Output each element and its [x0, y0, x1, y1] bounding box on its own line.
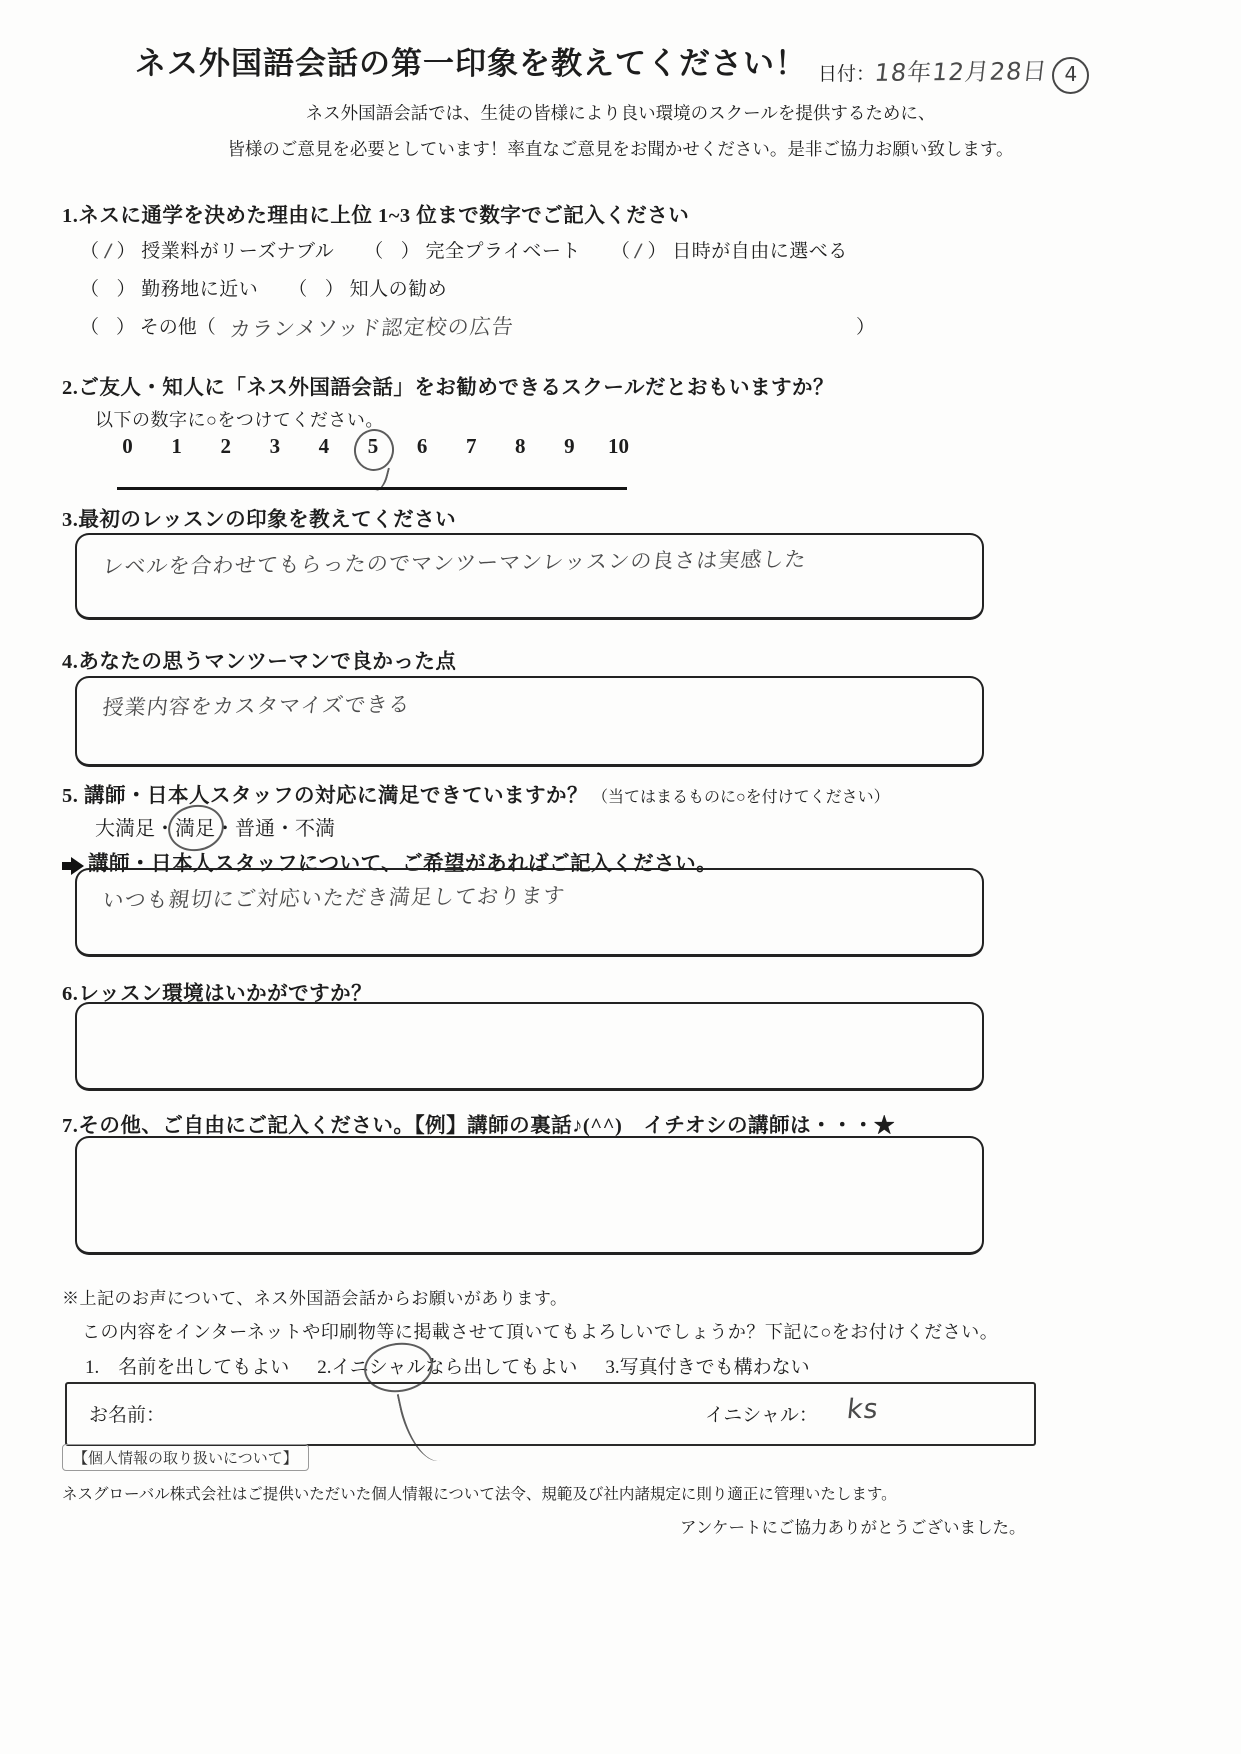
q2-subtitle: 以下の数字に○をつけてください。	[95, 410, 384, 430]
scale-value-5-selected: 5	[348, 434, 397, 459]
q1-option-near-work: （ ） 勤務地に近い	[80, 279, 259, 300]
scale-value-9: 9	[564, 434, 575, 458]
footer-option-initial-ok: 2.イニシャルなら出してもよい	[317, 1352, 577, 1379]
q5-choice-unsatisfied: 不満	[295, 818, 335, 840]
page-title: ネス外国語会話の第一印象を教えてください！	[135, 46, 807, 81]
q1-other-close-paren: ）	[855, 317, 875, 338]
scale-value-6: 6	[416, 434, 428, 458]
q5-choice-normal: 普通	[235, 818, 275, 840]
intro-line-2: 皆様のご意見を必要としています！率直なご意見をお聞かせください。是非ご協力お願い致します。	[227, 139, 1014, 159]
q4-title: 4.あなたの思うマンツーマンで良かった点	[62, 651, 457, 673]
scale-value-8: 8	[515, 434, 526, 458]
date-row	[818, 52, 1089, 94]
q5-followup: 講師・日本人スタッフについて、ご希望があればご記入ください。	[88, 853, 718, 875]
footer-note-2: この内容をインターネットや印刷物等に掲載させて頂いてもよろしいでしょうか？下記に○をお付けください。	[82, 1322, 999, 1342]
recommendation-scale	[103, 434, 643, 459]
scale-value-1: 1	[171, 434, 182, 458]
q5-title: 5. 講師・日本人スタッフの対応に満足できていますか？	[62, 785, 588, 807]
privacy-handling-label: 【個人情報の取り扱いについて】	[62, 1444, 309, 1471]
q7-title: 7.その他、ご自由にご記入ください。【例】講師の裏話♪(^^) イチオシの講師は・・・★	[62, 1115, 895, 1137]
handwritten-circle-mark: シャル	[369, 1352, 426, 1379]
q4-answer-box	[75, 676, 984, 767]
q5-choice-very-satisfied: 大満足	[95, 818, 155, 840]
scale-value-3: 3	[269, 434, 281, 458]
footer-option-photo-ok: 3.写真付きでも構わない	[605, 1357, 810, 1378]
name-label: お名前：	[89, 1405, 166, 1426]
q3-answer-box	[75, 533, 984, 620]
footer-note-1: ※上記のお声について、ネス外国語会話からお願いがあります。	[62, 1289, 568, 1308]
q6-answer-box	[75, 1002, 984, 1091]
q3-handwritten-answer: レベルを合わせてもらったのでマンツーマンレッスンの良さは実感した	[101, 547, 808, 579]
q3-title: 3.最初のレッスンの印象を教えてください	[62, 509, 457, 531]
handwritten-check-mark: /	[102, 239, 114, 263]
handwritten-check-mark: /	[633, 239, 645, 263]
q5-title-row	[62, 778, 890, 808]
q5-handwritten-answer: いつも親切にご対応いただき満足しております	[101, 883, 567, 913]
q1-option-private: （ ） 完全プライベート	[364, 241, 581, 262]
q5-choice-satisfied-circled: 満足	[175, 812, 215, 841]
thanks-text: アンケートにご協力ありがとうございました。	[680, 1518, 1026, 1537]
footer-publish-options	[85, 1352, 810, 1379]
q5-note: （当てはまるものに○を付けてください）	[592, 789, 890, 806]
q1-option-friend-recommend: （ ） 知人の勧め	[288, 279, 448, 300]
q1-other-handwritten-answer: カランメソッド認定校の広告	[228, 314, 515, 342]
scale-value-0: 0	[122, 434, 133, 458]
q1-option-flexible-time: （ / ） 日時が自由に選べる	[610, 239, 848, 263]
scale-value-7: 7	[465, 434, 477, 458]
date-label: 日付：	[818, 64, 876, 85]
circled-number-badge: 4	[1052, 57, 1089, 94]
q6-title: 6.レッスン環境はいかがですか？	[62, 983, 373, 1005]
scale-value-4: 4	[318, 434, 330, 458]
initial-label: イニシャル：	[705, 1405, 818, 1426]
footer-option-name-ok: 1. 名前を出してもよい	[85, 1357, 290, 1378]
q5-answer-box	[75, 868, 984, 957]
q5-choices: 大満足・満足・普通・不満	[95, 812, 335, 841]
privacy-text: ネスグローバル株式会社はご提供いただいた個人情報について法令、規範及び社内諸規定に則り適正に管理いたします。	[62, 1486, 897, 1503]
name-initial-box	[65, 1382, 1036, 1446]
scale-value-10: 10	[607, 434, 629, 458]
q4-handwritten-answer: 授業内容をカスタマイズできる	[101, 692, 412, 720]
handwritten-circle-mark	[351, 426, 398, 474]
q1-option-row-2	[80, 274, 447, 301]
initial-handwritten-value: ks	[845, 1393, 881, 1426]
q1-option-other: （ ） その他（	[80, 317, 216, 338]
q1-title: 1.ネスに通学を決めた理由に上位 1~3 位まで数字でご記入ください	[62, 205, 690, 227]
scale-baseline	[117, 487, 627, 490]
q1-option-row-other	[80, 312, 875, 342]
intro-line-1: ネス外国語会話では、生徒の皆様により良い環境のスクールを提供するために、	[305, 103, 936, 123]
q2-title: 2.ご友人・知人に「ネス外国語会話」をお勧めできるスクールだとおもいますか？	[62, 377, 834, 399]
q7-answer-box	[75, 1136, 984, 1255]
q1-option-reasonable: （ / ） 授業料がリーズナブル	[80, 239, 335, 263]
date-value-handwritten: 18年12月28日	[873, 57, 1050, 87]
scale-value-2: 2	[220, 434, 231, 458]
q1-option-row-1	[80, 236, 848, 263]
